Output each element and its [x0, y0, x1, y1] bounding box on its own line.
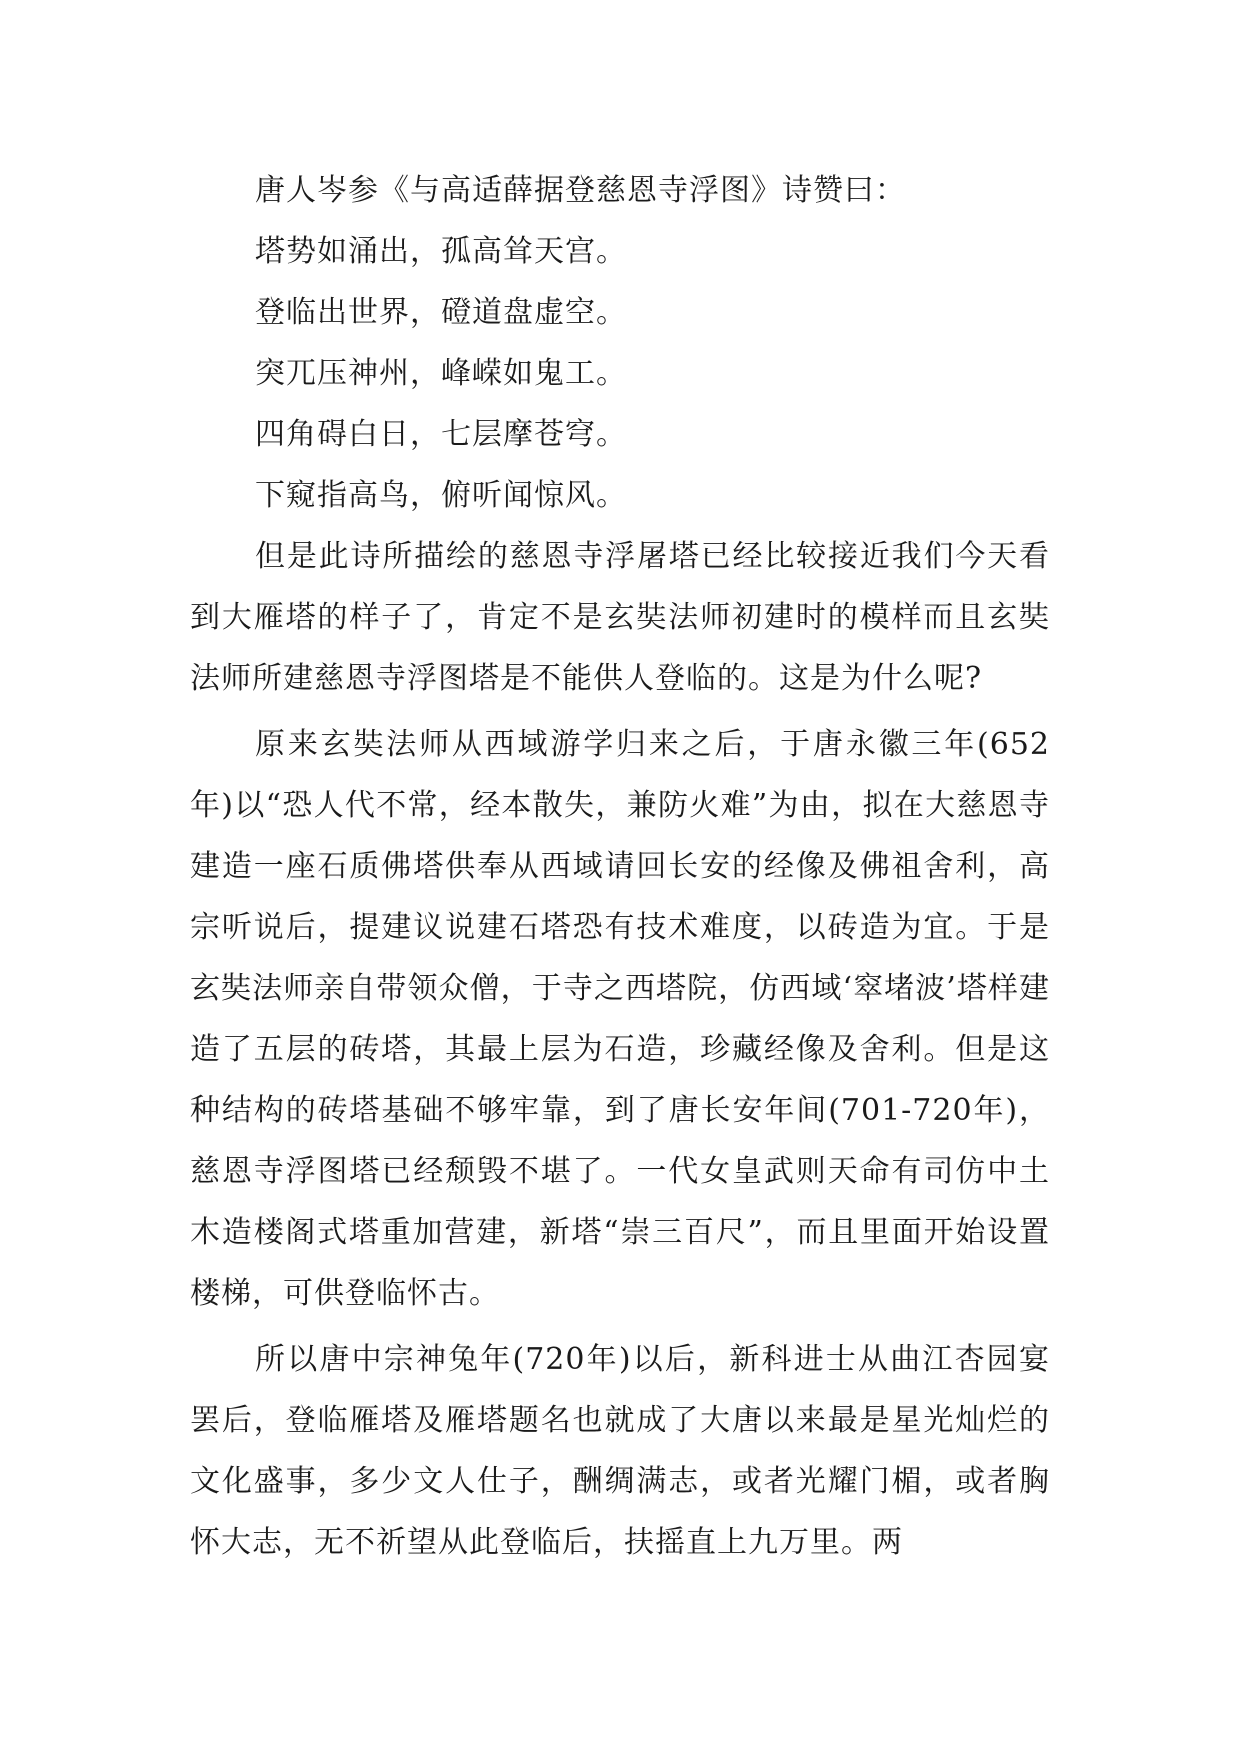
- document-body: [190, 160, 1050, 1573]
- poem-line: 下窥指高鸟，俯听闻惊风。: [255, 478, 627, 513]
- poem-line: 塔势如涌出，孤高耸天宫。: [255, 234, 627, 269]
- poem-line: 登临出世界，磴道盘虚空。: [255, 295, 627, 330]
- body-paragraph: 所以唐中宗神兔年(720年)以后，新科进士从曲江杏园宴罢后，登临雁塔及雁塔题名也就成了大唐以来最是星光灿烂的文化盛事，多少文人仕子，酬绸满志，或者光耀门楣，或者胸怀大志，无不祈望从此登临后，扶摇直上九万里。两: [190, 1342, 1050, 1560]
- body-paragraph: 但是此诗所描绘的慈恩寺浮屠塔已经比较接近我们今天看到大雁塔的样子了，肯定不是玄奘法师初建时的模样而且玄奘法师所建慈恩寺浮图塔是不能供人登临的。这是为什么呢?: [190, 539, 1050, 696]
- body-paragraph: 原来玄奘法师从西域游学归来之后，于唐永徽三年(652年)以“恐人代不常，经本散失，兼防火难”为由，拟在大慈恩寺建造一座石质佛塔供奉从西域请回长安的经像及佛祖舍利，高宗听说后，提建议说建石塔恐有技术难度，以砖造为宜。于是玄奘法师亲自带领众僧，于寺之西塔院，仿西域‘窣堵波’塔样建造了五层的砖塔，其最上层为石造，珍藏经像及舍利。但是这种结构的砖塔基础不够牢靠，到了唐长安年间(701-720年)，慈恩寺浮图塔已经颓毁不堪了。一代女皇武则天命有司仿中土木造楼阁式塔重加营建，新塔“崇三百尺”，而且里面开始设置楼梯，可供登临怀古。: [190, 727, 1050, 1311]
- poem-intro: 唐人岑参《与高适薛据登慈恩寺浮图》诗赞曰：: [255, 173, 906, 208]
- poem-line: 四角碍白日，七层摩苍穹。: [255, 417, 627, 452]
- poem-line: 突兀压神州，峰嵘如鬼工。: [255, 356, 627, 391]
